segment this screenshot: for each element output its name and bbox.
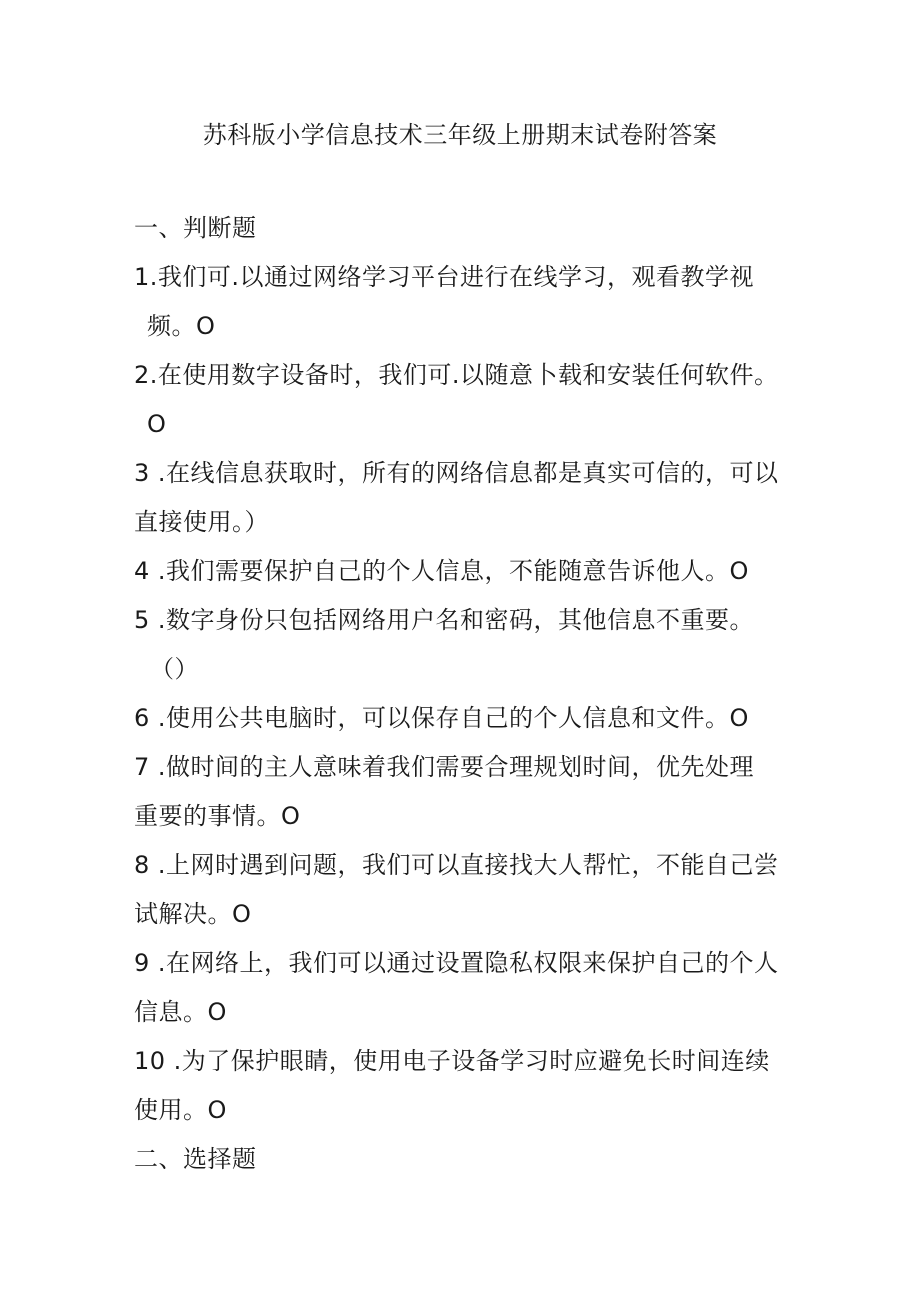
question-2-line-2: O <box>147 410 167 438</box>
question-10-line-2: 使用。O <box>134 1096 227 1124</box>
question-7-line-1: 7 .做时间的主人意味着我们需要合理规划时间，优先处理 <box>134 753 755 781</box>
question-5-line-1: 5 .数字身份只包括网络用户名和密码，其他信息不重要。 <box>134 606 755 634</box>
question-9-line-1: 9 .在网络上，我们可以通过设置隐私权限来保护自己的个人 <box>134 949 779 977</box>
question-5-line-2: （） <box>150 655 199 683</box>
question-1-line-2: 频。O <box>147 312 216 340</box>
question-2-line-1: 2.在使用数字设备时，我们可.以随意卜载和安装任何软件。 <box>134 361 779 389</box>
question-10-line-1: 10 .为了保护眼睛，使用电子设备学习时应避免长时间连续 <box>134 1047 770 1075</box>
question-3-line-2: 直接使用。） <box>134 508 269 536</box>
question-6-line-1: 6 .使用公共电脑时，可以保存自己的个人信息和文件。O <box>134 704 749 732</box>
section-heading-choice: 二、选择题 <box>134 1145 257 1173</box>
question-1-line-1: 1.我们可.以通过网络学习平台进行在线学习，观看教学视 <box>134 263 755 291</box>
question-8-line-2: 试解决。O <box>134 900 252 928</box>
page-title: 苏科版小学信息技术三年级上册期末试卷附答案 <box>202 121 718 149</box>
question-7-line-2: 重要的事情。O <box>134 802 301 830</box>
question-8-line-1: 8 .上网时遇到问题，我们可以直接找大人帮忙，不能自己尝 <box>134 851 779 879</box>
question-4-line-1: 4 .我们需要保护自己的个人信息，不能随意告诉他人。O <box>134 557 749 585</box>
question-3-line-1: 3 .在线信息获取时，所有的网络信息都是真实可信的，可以 <box>134 459 779 487</box>
question-9-line-2: 信息。O <box>134 998 227 1026</box>
section-heading-judgment: 一、判断题 <box>134 214 257 242</box>
